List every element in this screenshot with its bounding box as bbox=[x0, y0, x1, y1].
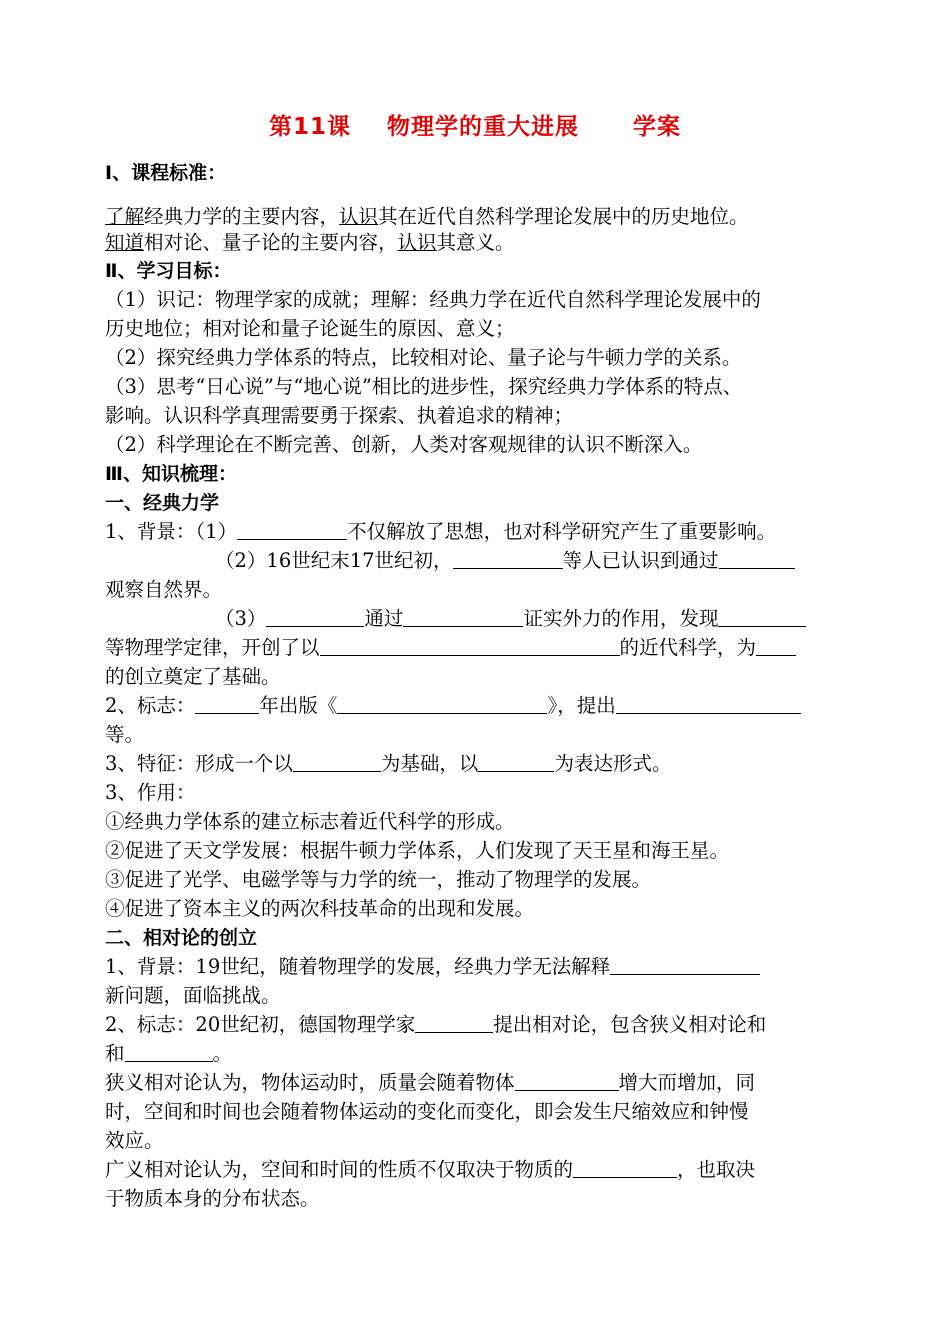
text: 其意义。 bbox=[436, 231, 515, 254]
goal-line: （1）识记：物理学家的成就；理解：经典力学在近代自然科学理论发展中的 bbox=[105, 288, 761, 311]
fill-blank[interactable] bbox=[453, 549, 563, 569]
text: 广义相对论认为，空间和时间的性质不仅取决于物质的 bbox=[105, 1158, 574, 1181]
text: 为基础，以 bbox=[380, 752, 479, 775]
fill-blank[interactable] bbox=[195, 694, 259, 714]
fill-blank[interactable] bbox=[415, 1013, 493, 1033]
goal-line: 影响。认识科学真理需要勇于探索、执着追求的精神； bbox=[105, 404, 574, 427]
text: 通过 bbox=[364, 607, 404, 630]
text: （2）16世纪末17世纪初， bbox=[215, 549, 453, 572]
special-relativity-cont: 时，空间和时间也会随着物体运动的变化而变化，即会发生尺缩效应和钟慢 bbox=[105, 1100, 749, 1123]
fill-blank[interactable] bbox=[515, 1071, 619, 1091]
text: 提出相对论，包含狭义相对论和 bbox=[493, 1013, 767, 1036]
page-title: 第11课 物理学的重大进展 学案 bbox=[268, 114, 682, 140]
text: 1、背景：19世纪，随着物理学的发展，经典力学无法解释 bbox=[105, 955, 611, 978]
fill-blank[interactable] bbox=[478, 752, 554, 772]
special-relativity-end: 效应。 bbox=[105, 1129, 164, 1152]
relativity-background-cont: 新问题，面临挑战。 bbox=[105, 984, 281, 1007]
text: 》，提出 bbox=[547, 694, 616, 717]
text: 证实外力的作用，发现 bbox=[523, 607, 719, 630]
classical-background-1 bbox=[105, 519, 776, 545]
fill-blank[interactable] bbox=[403, 607, 523, 627]
classical-effect-item: ②促进了天文学发展：根据牛顿力学体系，人们发现了天王星和海王星。 bbox=[105, 839, 730, 862]
classical-background-2 bbox=[215, 548, 795, 574]
text: 2、标志：20世纪初，德国物理学家 bbox=[105, 1013, 416, 1036]
classical-background-2-cont: 观察自然界。 bbox=[105, 578, 223, 601]
general-relativity-cont: 于物质本身的分布状态。 bbox=[105, 1187, 320, 1210]
text: 等物理学定律，开创了以 bbox=[105, 636, 320, 659]
text: 2、标志： bbox=[105, 694, 196, 717]
fill-blank[interactable] bbox=[573, 1158, 677, 1178]
special-relativity bbox=[105, 1070, 755, 1096]
text: 经典力学的主要内容， bbox=[144, 205, 340, 228]
text: 年出版《 bbox=[259, 694, 338, 717]
fill-blank[interactable] bbox=[719, 549, 795, 569]
keyword: 了解 bbox=[105, 205, 145, 228]
fill-blank[interactable] bbox=[293, 752, 381, 772]
text: 。 bbox=[212, 1042, 233, 1065]
keyword: 认识 bbox=[397, 231, 437, 254]
classical-sign-cont: 等。 bbox=[105, 723, 145, 746]
standards-line-2 bbox=[105, 230, 515, 256]
section-heading-standards: Ⅰ、课程标准： bbox=[105, 162, 227, 184]
part-heading-classical: 一、经典力学 bbox=[105, 492, 220, 514]
fill-blank[interactable] bbox=[320, 636, 620, 656]
text: 狭义相对论认为，物体运动时，质量会随着物体 bbox=[105, 1071, 515, 1094]
keyword: 认识 bbox=[339, 205, 379, 228]
classical-background-3-end: 的创立奠定了基础。 bbox=[105, 665, 281, 688]
text: 其在近代自然科学理论发展中的历史地位。 bbox=[378, 205, 749, 228]
goal-line: 历史地位；相对论和量子论诞生的原因、意义； bbox=[105, 317, 515, 340]
text: 和 bbox=[105, 1042, 125, 1065]
goal-line: （3）思考“日心说”与“地心说”相比的进步性，探究经典力学体系的特点、 bbox=[105, 375, 743, 398]
goal-line: （2）探究经典力学体系的特点，比较相对论、量子论与牛顿力学的关系。 bbox=[105, 346, 742, 369]
fill-blank[interactable] bbox=[718, 607, 806, 627]
classical-effect-heading: 3、作用： bbox=[105, 781, 196, 804]
part-heading-relativity: 二、相对论的创立 bbox=[105, 927, 258, 949]
fill-blank[interactable] bbox=[610, 955, 760, 975]
text: 等人已认识到通过 bbox=[562, 549, 719, 572]
fill-blank[interactable] bbox=[125, 1042, 213, 1062]
fill-blank[interactable] bbox=[756, 636, 796, 656]
section-heading-knowledge: Ⅲ、知识梳理： bbox=[105, 463, 237, 485]
text: 3、特征：形成一个以 bbox=[105, 752, 293, 775]
section-heading-goals: Ⅱ、学习目标： bbox=[105, 260, 232, 282]
fill-blank[interactable] bbox=[237, 520, 347, 540]
classical-background-3 bbox=[215, 606, 806, 632]
fill-blank[interactable] bbox=[616, 694, 801, 714]
text: ，也取决 bbox=[677, 1158, 756, 1181]
text: 相对论、量子论的主要内容， bbox=[144, 231, 398, 254]
text: 1、背景：（1） bbox=[105, 520, 238, 543]
fill-blank[interactable] bbox=[266, 607, 364, 627]
classical-background-3-cont bbox=[105, 635, 796, 661]
fill-blank[interactable] bbox=[337, 694, 547, 714]
standards-line-1 bbox=[105, 204, 749, 230]
text: 为表达形式。 bbox=[554, 752, 672, 775]
text: （3） bbox=[215, 607, 267, 630]
classical-sign bbox=[105, 693, 801, 719]
classical-effect-item: ④促进了资本主义的两次科技革命的出现和发展。 bbox=[105, 897, 535, 920]
classical-feature bbox=[105, 751, 671, 777]
text: 不仅解放了思想，也对科学研究产生了重要影响。 bbox=[347, 520, 777, 543]
text: 增大而增加，同 bbox=[618, 1071, 756, 1094]
text: 的近代科学，为 bbox=[619, 636, 757, 659]
classical-effect-item: ③促进了光学、电磁学等与力学的统一，推动了物理学的发展。 bbox=[105, 868, 652, 891]
classical-effect-item: ①经典力学体系的建立标志着近代科学的形成。 bbox=[105, 810, 515, 833]
keyword: 知道 bbox=[105, 231, 145, 254]
relativity-sign bbox=[105, 1012, 766, 1038]
relativity-background bbox=[105, 954, 760, 980]
general-relativity bbox=[105, 1157, 755, 1183]
relativity-sign-cont bbox=[105, 1041, 232, 1067]
goal-line: （2）科学理论在不断完善、创新，人类对客观规律的认识不断深入。 bbox=[105, 433, 703, 456]
